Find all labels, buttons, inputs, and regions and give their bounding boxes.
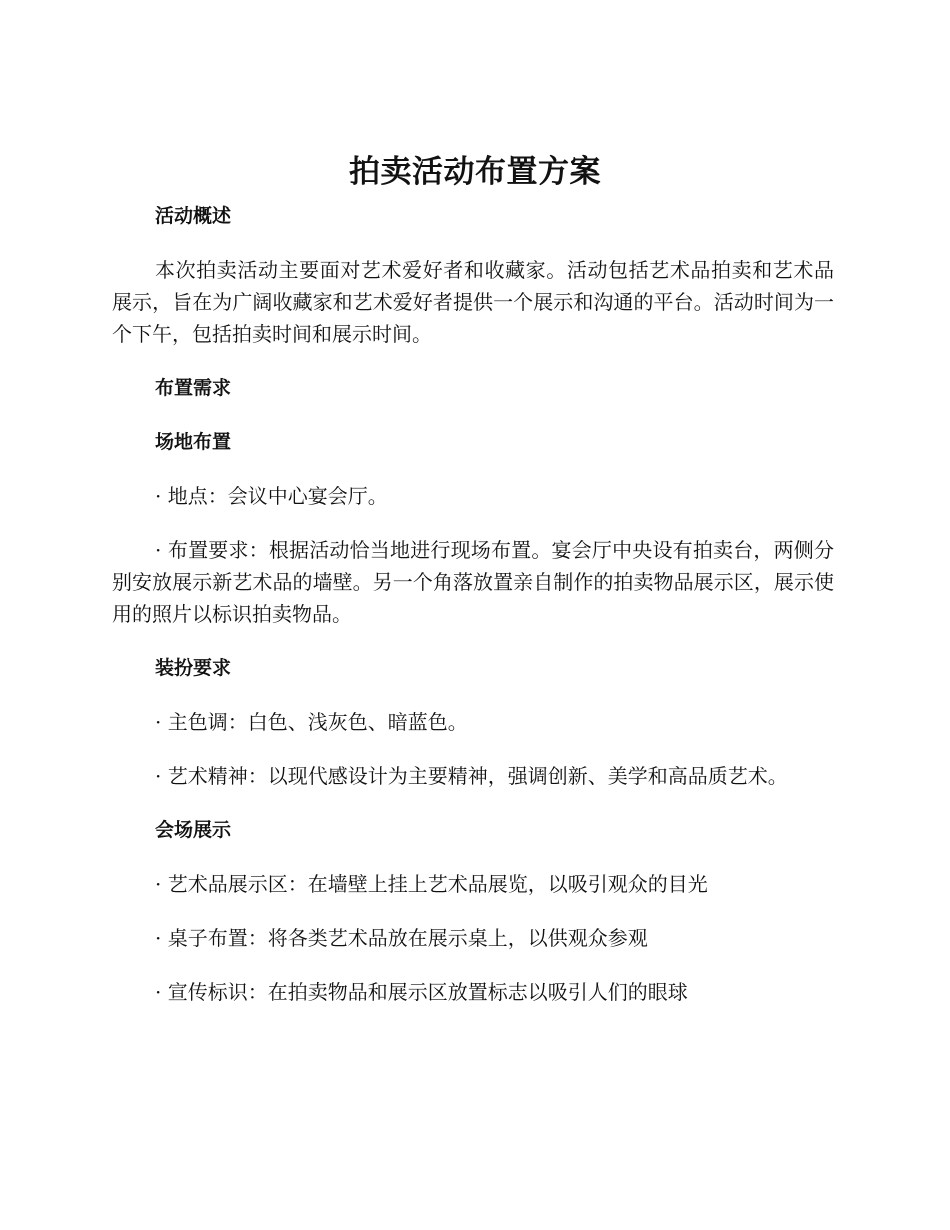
overview-paragraph: 本次拍卖活动主要面对艺术爱好者和收藏家。活动包括艺术品拍卖和艺术品展示，旨在为广阔收藏家和艺术爱好者提供一个展示和沟通的平台。活动时间为一个下午，包括拍卖时间和展示时间。 [112, 258, 834, 346]
section-heading-requirements: 布置需求 [155, 377, 232, 399]
bullet-venue-location: · 地点：会议中心宴会厅。 [155, 484, 388, 508]
document-body [112, 200, 834, 1008]
bullet-venue-layout: · 布置要求：根据活动恰当地进行现场布置。宴会厅中央设有拍卖台，两侧分别安放展示新艺术品的墙壁。另一个角落放置亲自制作的拍卖物品展示区，展示使用的照片以标识拍卖物品。 [112, 538, 834, 626]
section-heading-overview: 活动概述 [155, 205, 232, 227]
section-heading-venue: 场地布置 [155, 431, 232, 453]
bullet-decor-color: · 主色调：白色、浅灰色、暗蓝色。 [155, 710, 468, 734]
bullet-display-art: · 艺术品展示区：在墙壁上挂上艺术品展览，以吸引观众的目光 [155, 872, 708, 896]
document-title: 拍卖活动布置方案 [349, 154, 601, 190]
bullet-decor-spirit: · 艺术精神：以现代感设计为主要精神，强调创新、美学和高品质艺术。 [155, 764, 788, 788]
section-heading-display: 会场展示 [155, 819, 232, 841]
bullet-display-tables: · 桌子布置：将各类艺术品放在展示桌上，以供观众参观 [155, 926, 648, 950]
section-heading-decor: 装扮要求 [155, 657, 232, 679]
bullet-display-signs: · 宣传标识：在拍卖物品和展示区放置标志以吸引人们的眼球 [155, 980, 688, 1004]
